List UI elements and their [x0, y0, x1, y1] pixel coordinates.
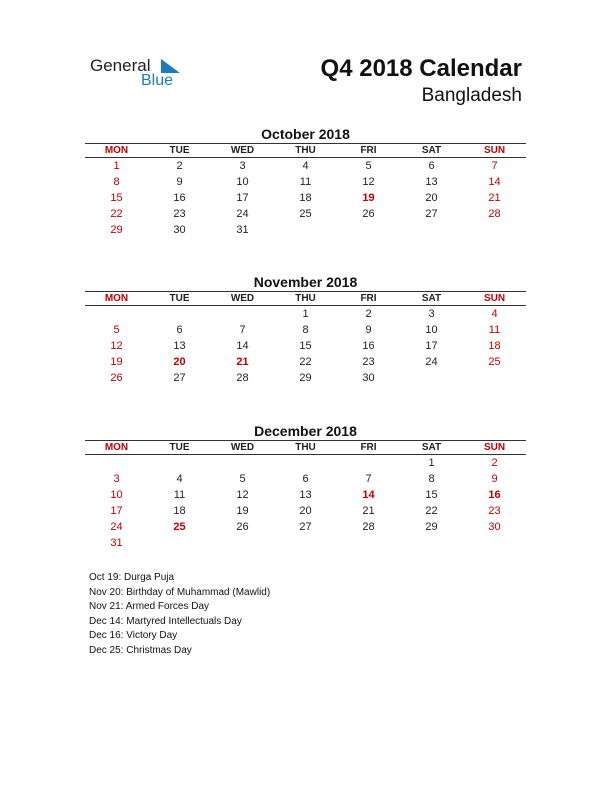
empty-day-cell [463, 535, 526, 551]
day-cell: 13 [425, 176, 438, 188]
week-row [85, 354, 526, 370]
day-cell: 31 [110, 537, 123, 549]
day-cell: 19 [236, 505, 249, 517]
day-cell: 20 [425, 192, 438, 204]
day-cell: 9 [176, 176, 183, 188]
month-december [85, 422, 526, 551]
day-cell: 31 [236, 224, 249, 236]
empty-day-cell [211, 455, 274, 472]
day-cell: 1 [302, 308, 309, 320]
empty-day-cell [337, 222, 400, 238]
weekday-header: THU [274, 292, 337, 306]
holiday-item: Oct 19: Durga Puja [89, 572, 175, 583]
empty-day-cell [274, 455, 337, 472]
day-cell: 24 [425, 356, 438, 368]
weekday-header: TUE [148, 441, 211, 455]
day-cell: 22 [299, 356, 312, 368]
holiday-day-cell: 19 [362, 192, 375, 204]
month-title: October 2018 [261, 126, 350, 142]
day-cell: 25 [488, 356, 501, 368]
empty-day-cell [274, 222, 337, 238]
day-cell: 12 [362, 176, 375, 188]
weekday-header: THU [274, 441, 337, 455]
week-row [85, 487, 526, 503]
day-cell: 10 [425, 324, 438, 336]
day-cell: 17 [236, 192, 249, 204]
empty-day-cell [85, 455, 148, 472]
month-november [85, 273, 526, 386]
week-row [85, 174, 526, 190]
week-row [85, 535, 526, 551]
day-cell: 8 [113, 176, 120, 188]
day-cell: 3 [113, 473, 120, 485]
weekday-header: TUE [148, 292, 211, 306]
empty-day-cell [274, 535, 337, 551]
day-cell: 6 [428, 160, 435, 172]
day-cell: 26 [236, 521, 249, 533]
day-cell: 17 [110, 505, 123, 517]
week-row [85, 471, 526, 487]
holiday-item: Dec 25: Christmas Day [89, 644, 192, 656]
day-cell: 12 [236, 489, 249, 501]
day-cell: 27 [173, 372, 186, 384]
week-row [85, 222, 526, 238]
day-cell: 14 [236, 340, 249, 352]
day-cell: 2 [491, 457, 498, 469]
day-cell: 27 [425, 208, 438, 220]
day-cell: 6 [302, 473, 309, 485]
day-cell: 23 [362, 356, 375, 368]
empty-day-cell [211, 306, 274, 323]
week-row [85, 370, 526, 386]
empty-day-cell [463, 222, 526, 238]
day-cell: 26 [110, 372, 123, 384]
day-cell: 26 [362, 208, 375, 220]
day-cell: 30 [173, 224, 186, 236]
day-cell: 17 [425, 340, 438, 352]
week-row [85, 158, 526, 175]
day-cell: 9 [491, 473, 498, 485]
day-cell: 27 [299, 521, 312, 533]
weekday-header: WED [211, 144, 274, 158]
day-cell: 11 [173, 489, 186, 501]
day-cell: 22 [110, 208, 123, 220]
weekday-header: WED [211, 292, 274, 306]
weekday-header: MON [85, 441, 148, 455]
day-cell: 6 [176, 324, 183, 336]
empty-day-cell [400, 535, 463, 551]
day-cell: 7 [491, 160, 498, 172]
empty-day-cell [337, 455, 400, 472]
empty-day-cell [211, 535, 274, 551]
day-cell: 3 [428, 308, 435, 320]
holiday-day-cell: 25 [173, 521, 186, 533]
day-cell: 28 [362, 521, 375, 533]
day-cell: 20 [299, 505, 312, 517]
empty-day-cell [337, 535, 400, 551]
day-cell: 1 [428, 457, 435, 469]
day-cell: 21 [362, 505, 375, 517]
weekday-header: MON [85, 144, 148, 158]
week-row [85, 519, 526, 535]
weekday-header: SUN [463, 292, 526, 306]
day-cell: 11 [299, 176, 312, 188]
day-cell: 25 [299, 208, 312, 220]
day-cell: 8 [302, 324, 309, 336]
day-cell: 28 [236, 372, 249, 384]
day-cell: 5 [239, 473, 246, 485]
day-cell: 29 [110, 224, 123, 236]
holiday-item: Nov 20: Birthday of Muhammad (Mawlid) [89, 586, 271, 598]
day-cell: 24 [236, 208, 249, 220]
day-cell: 13 [173, 340, 186, 352]
day-cell: 10 [236, 176, 249, 188]
day-cell: 2 [176, 160, 183, 172]
day-cell: 15 [299, 340, 312, 352]
holiday-day-cell: 21 [236, 356, 249, 368]
logo-general-text: General [90, 56, 151, 75]
month-grid [85, 291, 526, 386]
weekday-header: SAT [400, 292, 463, 306]
holiday-list [89, 571, 270, 658]
day-cell: 29 [425, 521, 438, 533]
empty-day-cell [148, 306, 211, 323]
day-cell: 4 [491, 308, 498, 320]
weekday-header: THU [274, 144, 337, 158]
day-cell: 15 [110, 192, 123, 204]
day-cell: 7 [239, 324, 246, 336]
day-cell: 14 [488, 176, 501, 188]
weekday-header: SUN [463, 441, 526, 455]
day-cell: 29 [299, 372, 312, 384]
empty-day-cell [400, 222, 463, 238]
week-row [85, 206, 526, 222]
weekday-header: FRI [337, 144, 400, 158]
day-cell: 7 [365, 473, 372, 485]
holiday-item: Dec 14: Martyred Intellectuals Day [89, 615, 242, 627]
empty-day-cell [148, 455, 211, 472]
day-cell: 2 [365, 308, 372, 320]
month-october [85, 125, 526, 238]
day-cell: 5 [365, 160, 372, 172]
day-cell: 4 [176, 473, 183, 485]
day-cell: 30 [488, 521, 501, 533]
weekday-header: MON [85, 292, 148, 306]
week-row [85, 190, 526, 206]
empty-day-cell [463, 370, 526, 386]
logo-blue-text: Blue [141, 72, 174, 89]
weekday-header: SAT [400, 144, 463, 158]
week-row [85, 455, 526, 472]
day-cell: 12 [110, 340, 123, 352]
day-cell: 18 [173, 505, 186, 517]
day-cell: 10 [110, 489, 123, 501]
day-cell: 23 [488, 505, 501, 517]
weekday-header: WED [211, 441, 274, 455]
day-cell: 16 [173, 192, 186, 204]
day-cell: 16 [362, 340, 375, 352]
week-row [85, 322, 526, 338]
day-cell: 23 [173, 208, 186, 220]
holiday-item: Nov 21: Armed Forces Day [89, 601, 210, 612]
day-cell: 1 [113, 160, 120, 172]
week-row [85, 503, 526, 519]
day-cell: 8 [428, 473, 435, 485]
holiday-item: Dec 16: Victory Day [89, 630, 178, 641]
day-cell: 21 [488, 192, 501, 204]
day-cell: 18 [488, 340, 501, 352]
empty-day-cell [85, 306, 148, 323]
weekday-header: FRI [337, 292, 400, 306]
day-cell: 4 [302, 160, 309, 172]
page-title: Q4 2018 Calendar [320, 55, 522, 82]
empty-day-cell [148, 535, 211, 551]
weekday-header: SAT [400, 441, 463, 455]
holiday-day-cell: 14 [362, 489, 375, 501]
month-title: November 2018 [253, 274, 358, 290]
week-row [85, 306, 526, 323]
logo-triangle-icon [161, 59, 180, 73]
weekday-header: FRI [337, 441, 400, 455]
country-name: Bangladesh [421, 85, 522, 106]
day-cell: 11 [488, 324, 501, 336]
month-title: December 2018 [254, 423, 357, 439]
month-grid [85, 440, 526, 551]
holiday-day-cell: 20 [173, 356, 186, 368]
weekday-header: TUE [148, 144, 211, 158]
empty-day-cell [400, 370, 463, 386]
day-cell: 30 [362, 372, 375, 384]
day-cell: 24 [110, 521, 123, 533]
day-cell: 5 [113, 324, 120, 336]
weekday-header: SUN [463, 144, 526, 158]
day-cell: 15 [425, 489, 438, 501]
day-cell: 22 [425, 505, 438, 517]
holiday-day-cell: 16 [488, 489, 501, 501]
day-cell: 3 [239, 160, 246, 172]
week-row [85, 338, 526, 354]
day-cell: 28 [488, 208, 501, 220]
day-cell: 18 [299, 192, 312, 204]
day-cell: 9 [365, 324, 372, 336]
day-cell: 13 [299, 489, 312, 501]
month-grid [85, 143, 526, 238]
day-cell: 19 [110, 356, 123, 368]
